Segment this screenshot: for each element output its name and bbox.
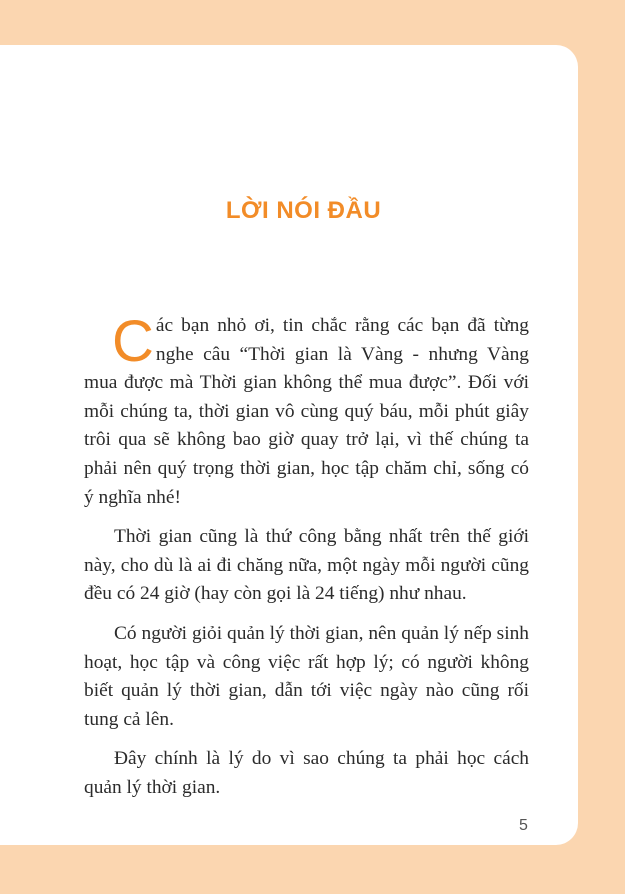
- paragraph-2: Thời gian cũng là thứ công bằng nhất trên thế giới này, cho dù là ai đi chăng nữa, một ngày mỗi người cũng đều có 24 giờ (hay còn gọi là 24 tiếng) như nhau.: [84, 526, 529, 605]
- paragraph-1-text: ác bạn nhỏ ơi, tin chắc rằng các bạn đã từng nghe câu “Thời gian là Vàng - nhưng Vàng mua được mà Thời gian không thể mua được”. Đối với mỗi chúng ta, thời gian vô cùng quý báu, mỗi phút giây trôi qua sẽ không bao giờ quay trở lại, vì thế chúng ta phải nên quý trọng thời gian, học tập chăm chỉ, sống có ý nghĩa nhé!: [84, 315, 529, 508]
- page-title: LỜI NÓI ĐẦU: [225, 197, 382, 224]
- paragraph-4: Đây chính là lý do vì sao chúng ta phải học cách quản lý thời gian.: [84, 748, 529, 798]
- paragraph-1: [84, 309, 529, 512]
- paragraph-3: Có người giỏi quản lý thời gian, nên quản lý nếp sinh hoạt, học tập và công việc rất hợp lý; có người không biết quản lý thời gian, dẫn tới việc ngày nào cũng rối tung cả lên.: [84, 622, 529, 730]
- body-text: [84, 309, 529, 814]
- drop-cap: C: [112, 309, 154, 374]
- page-number: 5: [519, 817, 528, 834]
